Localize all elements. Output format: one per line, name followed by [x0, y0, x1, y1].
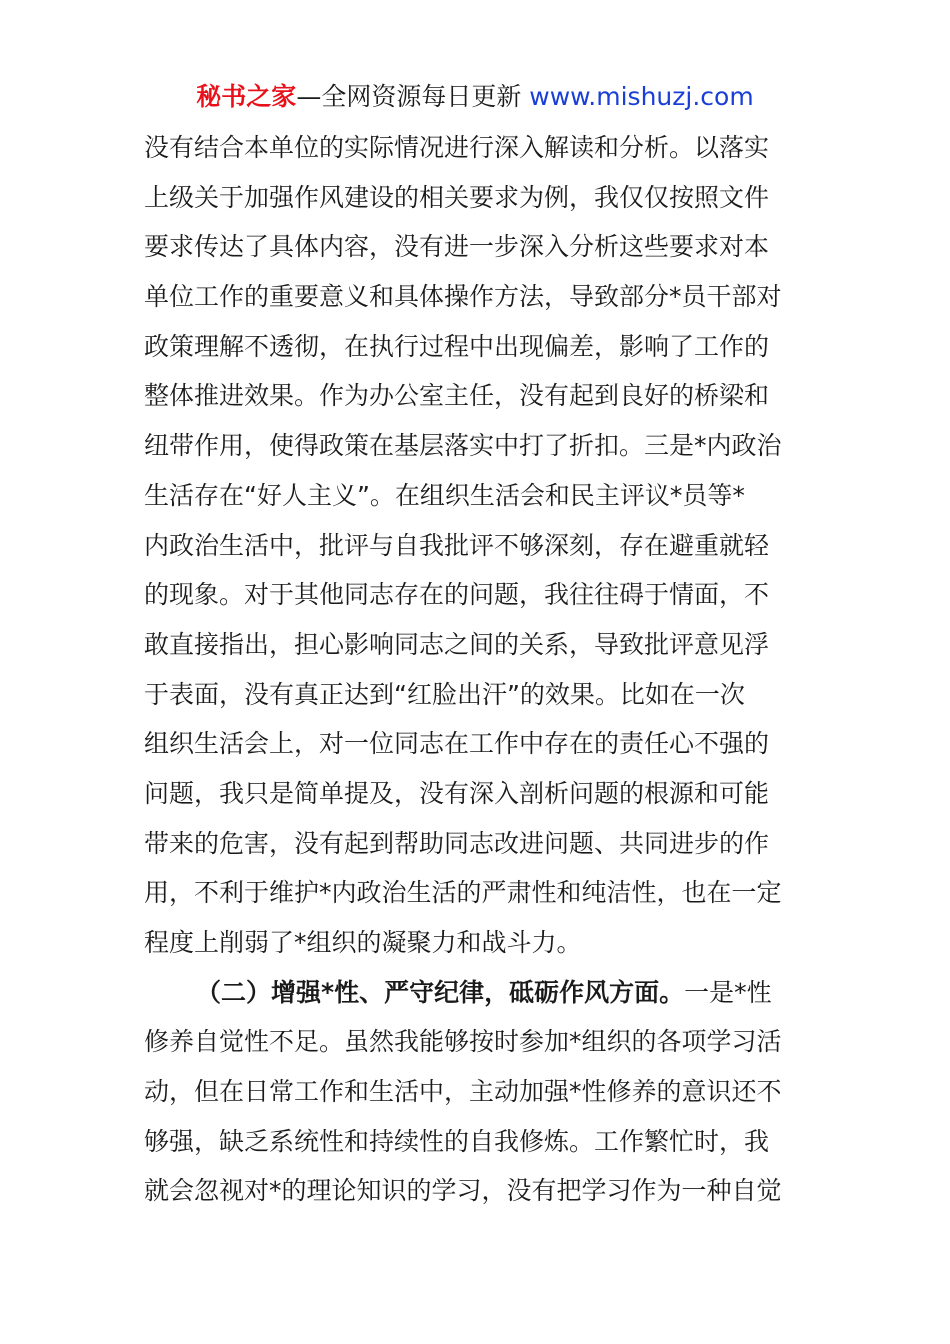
- text-line: 纽带作用，使得政策在基层落实中打了折扣。三是*内政治: [144, 431, 782, 461]
- text-line: 政策理解不透彻，在执行过程中出现偏差，影响了工作的: [144, 331, 770, 361]
- text-line: 要求传达了具体内容，没有进一步深入分析这些要求对本: [144, 232, 770, 262]
- text-line: 单位工作的重要意义和具体操作方法，导致部分*员干部对: [144, 282, 782, 312]
- text-line: 够强，缺乏系统性和持续性的自我修炼。工作繁忙时，我: [144, 1126, 770, 1156]
- section-heading: （二）增强*性、严守纪律，砥砺作风方面。: [196, 977, 685, 1007]
- text-line: 程度上削弱了*组织的凝聚力和战斗力。: [144, 928, 582, 957]
- text-line: 就会忽视对*的理论知识的学习，没有把学习作为一种自觉: [144, 1176, 782, 1206]
- text-line: 问题，我只是简单提及，没有深入剖析问题的根源和可能: [144, 778, 770, 808]
- section-first-line-text: 一是*性: [684, 977, 772, 1007]
- text-line: 没有结合本单位的实际情况进行深入解读和分析。以落实: [144, 133, 770, 162]
- text-line: 带来的危害，没有起到帮助同志改进问题、共同进步的作: [144, 828, 770, 858]
- text-line: 生活存在“好人主义”。在组织生活会和民主评议*员等*: [144, 480, 745, 510]
- section-first-line: [144, 968, 804, 1018]
- text-line: 敢直接指出，担心影响同志之间的关系，导致批评意见浮: [144, 629, 770, 659]
- text-line: 整体推进效果。作为办公室主任，没有起到良好的桥梁和: [144, 381, 770, 411]
- text-line: 于表面，没有真正达到“红脸出汗”的效果。比如在一次: [144, 679, 745, 709]
- text-line: 动，但在日常工作和生活中，主动加强*性修养的意识还不: [144, 1077, 782, 1107]
- site-brand: 秘书之家: [196, 82, 297, 111]
- site-header: [0, 80, 950, 114]
- site-tagline: —全网资源每日更新: [296, 82, 530, 111]
- text-line: 上级关于加强作风建设的相关要求为例，我仅仅按照文件: [144, 182, 770, 212]
- text-line: 的现象。对于其他同志存在的问题，我往往碍于情面，不: [144, 580, 770, 610]
- document-body: [144, 123, 804, 1216]
- site-url-link[interactable]: www.mishuzj.com: [529, 82, 754, 111]
- text-line: 用，不利于维护*内政治生活的严肃性和纯洁性，也在一定: [144, 878, 782, 908]
- text-line: 修养自觉性不足。虽然我能够按时参加*组织的各项学习活: [144, 1027, 782, 1057]
- text-line: 组织生活会上，对一位同志在工作中存在的责任心不强的: [144, 729, 770, 759]
- text-line: 内政治生活中，批评与自我批评不够深刻，存在避重就轻: [144, 530, 770, 560]
